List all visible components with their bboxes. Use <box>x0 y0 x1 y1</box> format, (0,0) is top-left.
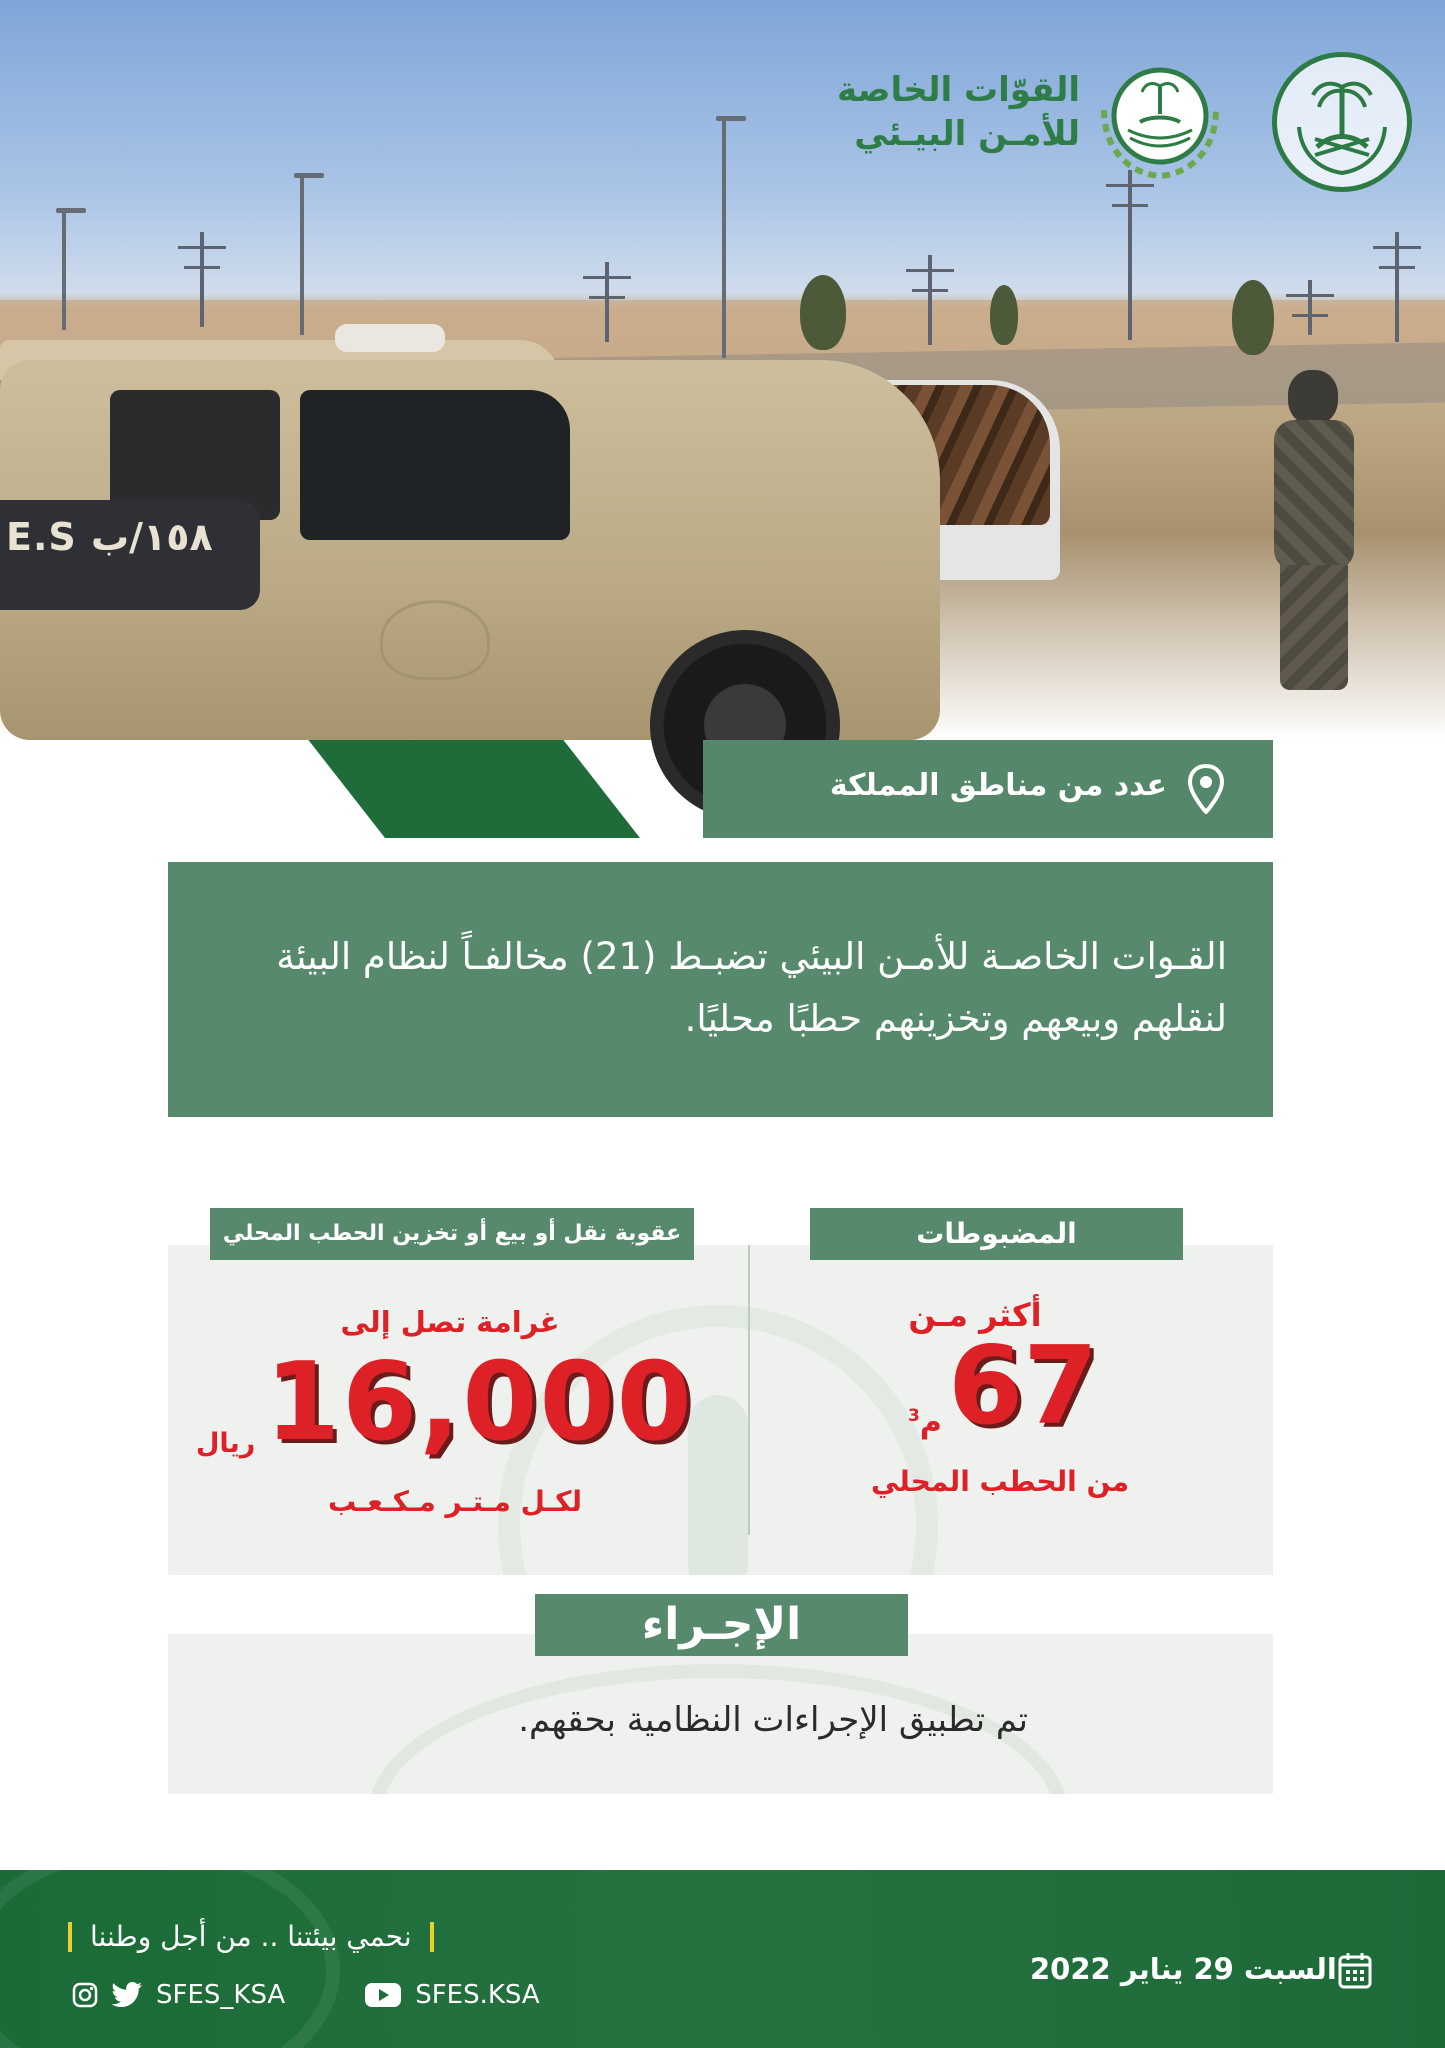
social-handle[interactable]: SFES_KSA <box>156 1980 286 2010</box>
brand-title-line2: للأمـن البيـئي <box>854 114 1080 154</box>
tree <box>990 285 1018 345</box>
vehicle-plate: E.S ١٥٨/ب <box>6 515 213 559</box>
social-handles <box>72 1980 540 2010</box>
headline-text: القـوات الخاصـة للأمـن البيئي تضبـط (21) مخالفـاً لنظام البيئة لنقلهم وبيعهم وتخزينهم حطبًا محليًا. <box>276 935 1227 1040</box>
stats-divider <box>748 1245 750 1535</box>
seized-caption: من الحطب المحلي <box>870 1465 1130 1498</box>
twitter-icon[interactable] <box>112 1982 142 2008</box>
slogan-text: نحمي بيئتنا .. من أجل وطننا <box>90 1920 412 1953</box>
footer-slogan <box>68 1920 434 1953</box>
power-pylon <box>200 232 204 327</box>
ranger-figure <box>1270 370 1360 690</box>
seized-value: 67 <box>948 1324 1099 1449</box>
action-text: تم تطبيق الإجراءات النظامية بحقهم. <box>518 1700 1028 1740</box>
seized-tab: المضبوطات <box>810 1208 1183 1260</box>
action-panel <box>168 1634 1273 1794</box>
youtube-icon[interactable] <box>365 1982 401 2008</box>
youtube-handle[interactable]: SFES.KSA <box>415 1980 540 2010</box>
footer-watermark <box>0 1870 340 2048</box>
fine-value: 16,000 <box>265 1340 694 1465</box>
penalty-tab: عقوبة نقل أو بيع أو تخزين الحطب المحلي <box>210 1208 694 1260</box>
power-pylon <box>1308 280 1312 335</box>
yellow-divider <box>68 1922 72 1952</box>
patrol-vehicle <box>0 330 980 750</box>
palm-swords-icon <box>1277 57 1407 187</box>
vehicle-emblem <box>380 600 490 680</box>
seized-prefix: أكثر مـن <box>908 1296 1042 1334</box>
street-lamp <box>300 175 304 335</box>
fine-caption: لكـل مـتـر مـكـعـب <box>328 1485 582 1518</box>
region-bar <box>703 740 1273 838</box>
seized-unit <box>908 1405 942 1440</box>
action-tab: الإجـراء <box>535 1594 908 1656</box>
publish-date: السبت 29 يناير 2022 <box>1030 1952 1337 1986</box>
ranger-torso <box>1274 420 1354 570</box>
sfes-logo <box>1090 50 1230 190</box>
power-pylon <box>1395 232 1399 342</box>
location-pin-icon <box>1187 764 1225 814</box>
ministry-logo <box>1272 52 1412 192</box>
brand-title-line1: القوّات الخاصة <box>836 70 1080 110</box>
panel-watermark <box>688 1395 748 1575</box>
fine-currency: ريال <box>196 1428 256 1459</box>
calendar-icon <box>1338 1952 1372 1990</box>
tree <box>1232 280 1274 355</box>
brand-title <box>800 68 1080 156</box>
fine-prefix: غرامة تصل إلى <box>340 1305 560 1339</box>
instagram-icon[interactable] <box>72 1982 98 2008</box>
sfes-emblem-icon <box>1090 50 1230 190</box>
seized-unit-sup: 3 <box>908 1406 920 1426</box>
vehicle-light-bar <box>335 324 445 352</box>
footer <box>0 1870 1445 2048</box>
headline-box <box>168 862 1273 1117</box>
power-pylon <box>1128 170 1132 340</box>
ranger-head <box>1288 370 1338 425</box>
vehicle-window <box>300 390 570 540</box>
ranger-legs <box>1280 565 1348 690</box>
region-label: عدد من مناطق المملكة <box>829 768 1167 803</box>
street-lamp <box>722 118 726 358</box>
seized-unit-text: م <box>919 1405 942 1440</box>
yellow-divider <box>430 1922 434 1952</box>
street-lamp <box>62 210 66 330</box>
